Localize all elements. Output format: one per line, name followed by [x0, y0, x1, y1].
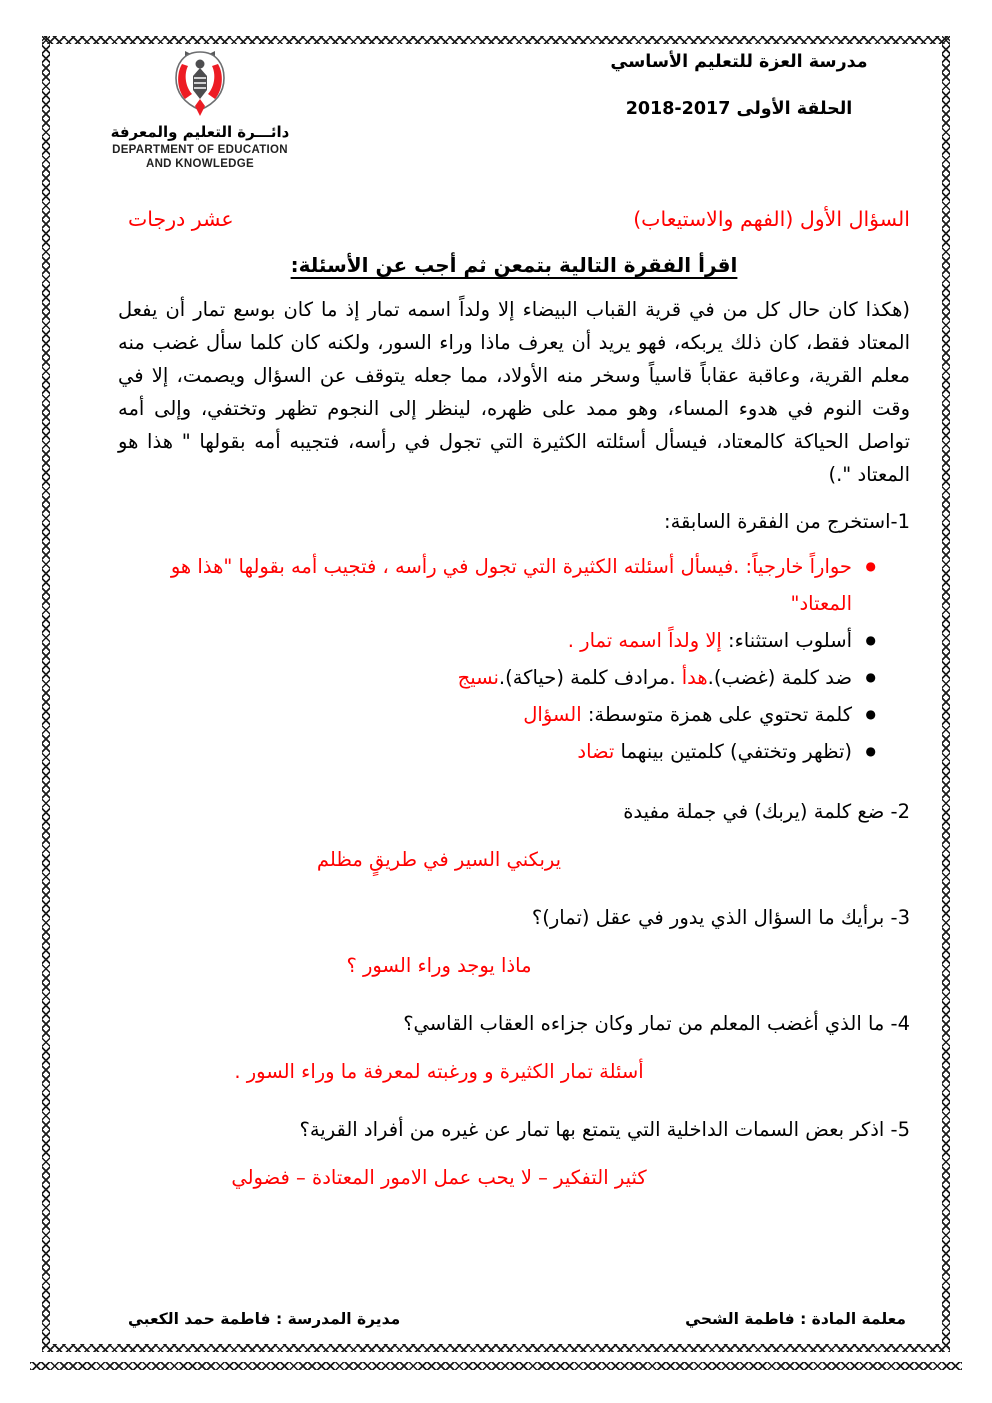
question4-answer: أسئلة تمار الكثيرة و ورغبته لمعرفة ما وراء السور . [234, 1060, 644, 1083]
department-name-english-line2: AND KNOWLEDGE [145, 158, 255, 171]
school-principal: مديرة المدرسة : فاطمة حمد الكعبي [128, 1310, 401, 1328]
decorative-border-left [42, 36, 50, 1352]
question3-text: 3- برأيك ما السؤال الذي يدور في عقل (تمار)؟ [531, 906, 910, 929]
department-logo [70, 44, 330, 172]
bullet3-label-a: ضد كلمة (غضب). [707, 666, 852, 689]
page-footer [128, 1310, 906, 1328]
bullet3-answer-a: هدأ [681, 666, 708, 689]
decorative-border-bottom [42, 1344, 950, 1352]
abu-dhabi-falcon-emblem-icon [167, 44, 233, 118]
department-name-arabic: دائـــرة التعليم والمعرفة [110, 123, 290, 141]
decorative-border-outer-bottom [30, 1362, 962, 1370]
bullet4-label: كلمة تحتوي على همزة متوسطة: [581, 703, 852, 726]
department-name-english [70, 143, 330, 172]
worksheet-body [118, 204, 910, 1194]
question5-text: 5- اذكر بعض السمات الداخلية التي يتمتع بها تمار عن غيره من أفراد القرية؟ [299, 1118, 910, 1141]
reading-instruction: اقرأ الفقرة التالية بتمعن ثم أجب عن الأسئلة: [290, 253, 738, 277]
decorative-border-right [942, 36, 950, 1352]
question2-answer: يربكني السير في طريقٍ مظلم [316, 848, 562, 871]
list-item [118, 548, 876, 622]
bullet2-answer: إلا ولداً اسمه تمار . [567, 629, 722, 652]
bullet5-answer: تضاد [577, 740, 615, 763]
department-name-english-line1: DEPARTMENT OF EDUCATION [112, 144, 288, 156]
section1-marks: عشر درجات [128, 207, 234, 231]
bullet3-label-b: .مرادف كلمة (حياكة). [498, 666, 682, 689]
list-item [118, 696, 876, 733]
school-name: مدرسة العزة للتعليم الأساسي [610, 52, 868, 72]
list-item [118, 659, 876, 696]
question4-text: 4- ما الذي أغضب المعلم من تمار وكان جزاءه العقاب القاسي؟ [403, 1012, 910, 1035]
question1-label: 1-استخرج من الفقرة السابقة: [664, 510, 910, 533]
list-item [118, 733, 876, 770]
school-header [574, 52, 904, 120]
bullet1-text: حواراً خارجياً: .فيسأل أسئلته الكثيرة التي تجول في رأسه ، فتجيب أمه بقولها "هذا هو المعتاد" [170, 555, 852, 615]
decorative-border-top [42, 36, 950, 44]
extraction-list [118, 548, 876, 770]
subject-teacher: معلمة المادة : فاطمة الشحي [685, 1310, 906, 1328]
reading-passage: (هكذا كان حال كل من في قرية القباب البيضاء إلا ولداً اسمه تمار إذ ما كان بوسع تمار أن يفعل المعتاد فقط، كان ذلك يربكه، فهو يريد أن يعرف ماذا وراء السور، ولكنه كان كلما سأل غضب منه معلم القرية، وعاقبة عقاباً قاسياً وسخر منه الأولاد، مما جعله يتوقف عن السؤال ويصمت، إلا في وقت النوم في هدوء المساء، وهو ممد على ظهره، لينظر إلى النجوم تظهر وتختفي، وإلى أمه تواصل الحياكة كالمعتاد، فيسأل أسئلته الكثيرة التي تجول في رأسه، فتجيبه أمه بقولها " هذا هو المعتاد ".) [118, 298, 910, 486]
bullet4-answer: السؤال [523, 703, 582, 726]
section1-title: السؤال الأول (الفهم والاستيعاب) [633, 207, 910, 231]
list-item [118, 622, 876, 659]
bullet5-label: (تظهر وتختفي) كلمتين بينهما [614, 740, 852, 763]
question5-answer: كثير التفكير – لا يحب عمل الامور المعتادة – فضولي [231, 1166, 647, 1189]
bullet2-label: أسلوب استثناء: [721, 629, 852, 652]
term-line: الحلقة الأولى 2017-2018 [625, 99, 853, 119]
section1-title-row [118, 204, 910, 234]
question2-text: 2- ضع كلمة (يربك) في جملة مفيدة [623, 800, 910, 823]
question3-answer: ماذا يوجد وراء السور ؟ [346, 954, 532, 977]
bullet3-answer-b: نسيج [457, 666, 499, 689]
